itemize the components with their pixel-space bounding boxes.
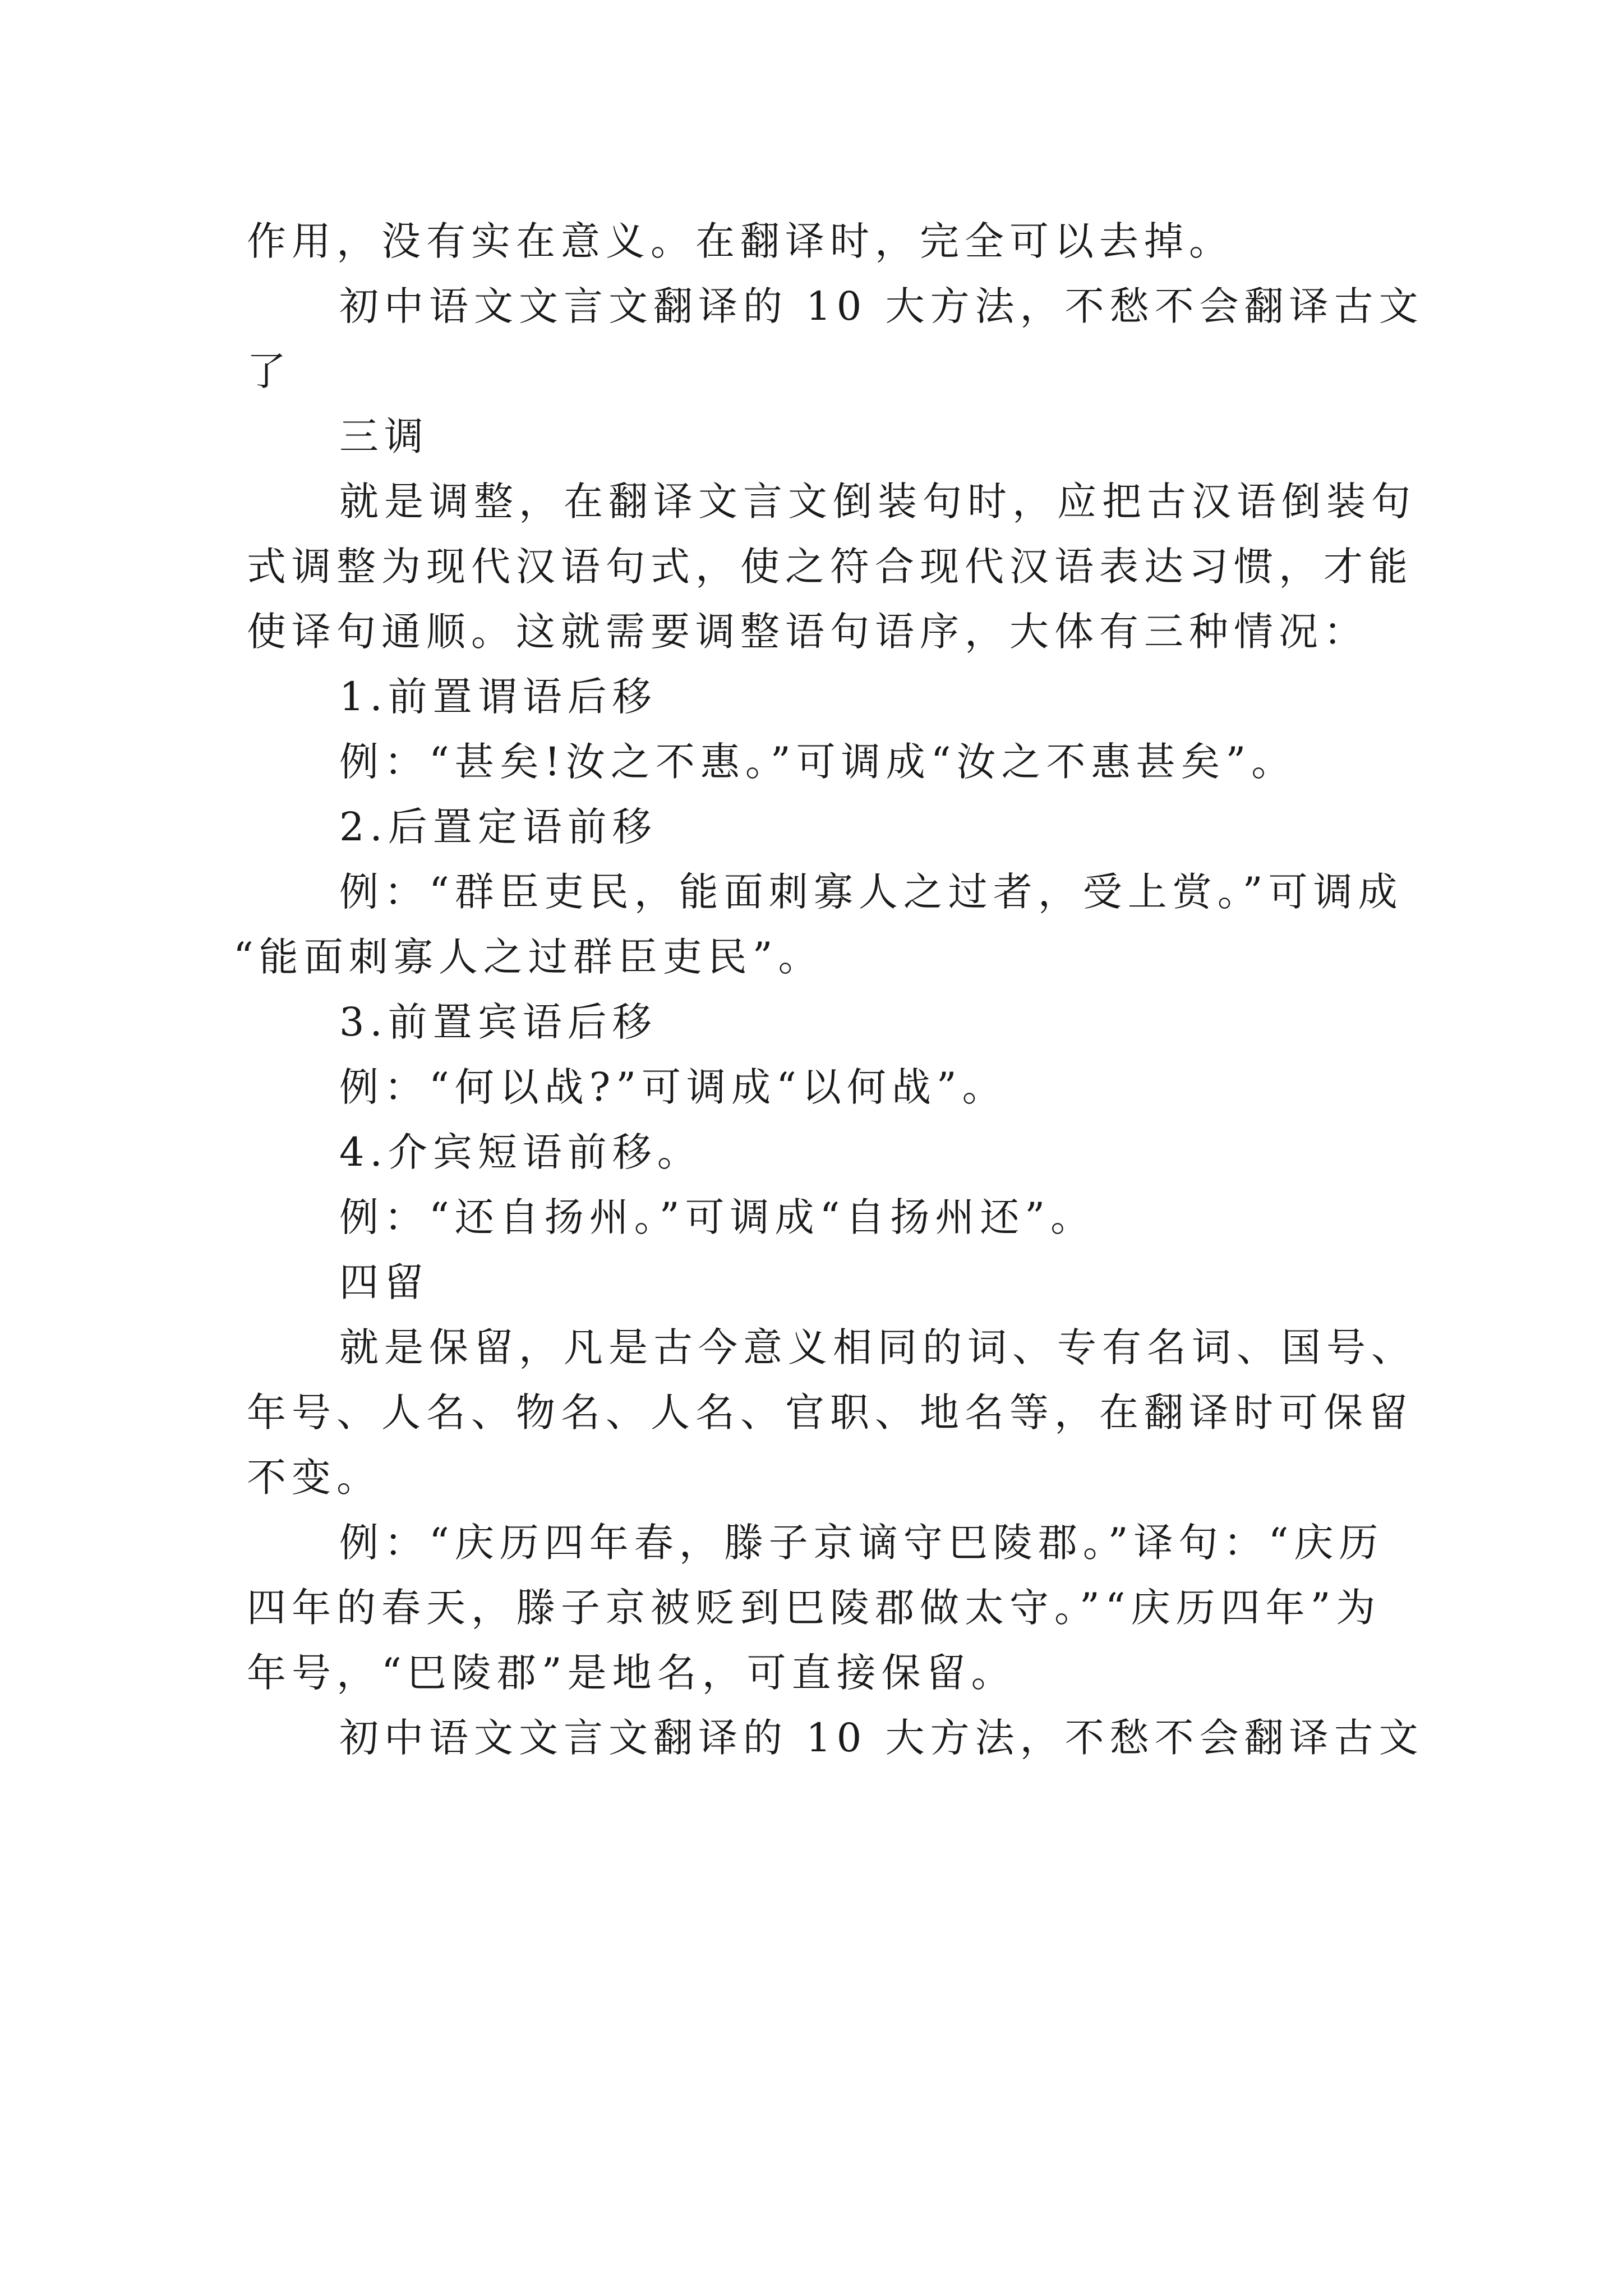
text-line: 使译句通顺。这就需要调整语句语序，大体有三种情况：	[247, 609, 1368, 655]
text-line: 作用，没有实在意义。在翻译时，完全可以去掉。	[247, 218, 1234, 264]
example-line: 例：“群臣吏民，能面刺寡人之过者，受上赏。”可调成	[339, 869, 1403, 915]
section-heading: 四留	[339, 1259, 429, 1305]
example-line: 例：“还自扬州。”可调成“自扬州还”。	[339, 1194, 1096, 1240]
list-item-heading: 1.前置谓语后移	[339, 674, 657, 720]
text-line: 了	[247, 348, 292, 394]
text-line: 就是调整，在翻译文言文倒装句时，应把古汉语倒装句	[339, 478, 1416, 524]
list-item-heading: 2.后置定语前移	[339, 804, 657, 850]
example-line: 年号，“巴陵郡”是地名，可直接保留。	[247, 1650, 1016, 1696]
example-line: 例：“何以战?”可调成“以何战”。	[339, 1064, 1007, 1110]
example-line: 四年的春天，滕子京被贬到巴陵郡做太守。”“庆历四年”为	[247, 1585, 1381, 1631]
example-line: 例：“甚矣!汝之不惠。”可调成“汝之不惠甚矣”。	[339, 739, 1297, 785]
text-line: 式调整为现代汉语句式，使之符合现代汉语表达习惯，才能	[247, 544, 1413, 590]
list-item-heading: 3.前置宾语后移	[339, 999, 657, 1045]
section-heading: 三调	[339, 413, 429, 459]
text-line: 初中语文文言文翻译的 10 大方法，不愁不会翻译古文	[339, 1715, 1424, 1761]
text-line: 年号、人名、物名、人名、官职、地名等，在翻译时可保留	[247, 1389, 1413, 1435]
text-line: 初中语文文言文翻译的 10 大方法，不愁不会翻译古文	[339, 283, 1424, 329]
example-line: “能面刺寡人之过群臣吏民”。	[233, 934, 823, 980]
body-text	[233, 209, 1424, 1770]
text-line: 不变。	[247, 1455, 381, 1501]
list-item-heading: 4.介宾短语前移。	[339, 1129, 702, 1175]
example-line: 例：“庆历四年春，滕子京谪守巴陵郡。”译句：“庆历	[339, 1520, 1384, 1566]
text-line: 就是保留，凡是古今意义相同的词、专有名词、国号、	[339, 1324, 1416, 1370]
